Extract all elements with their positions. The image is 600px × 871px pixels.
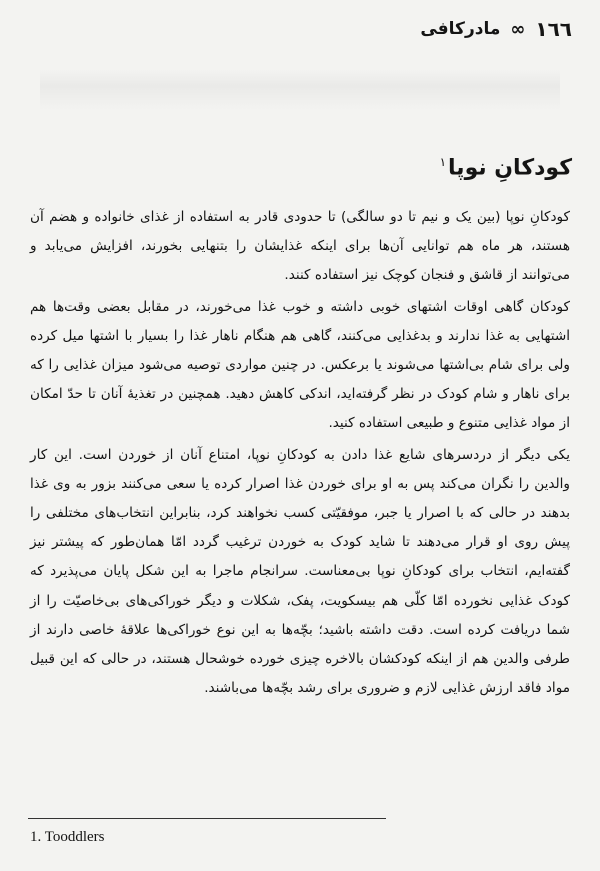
paragraph: کودکانِ نوپا (بین یک و نیم تا دو سالگی) تا حدودی قادر به استفاده از غذای خانواده و هضم آن هستند، هر ماه هم توانایی آن‌ها برای اینکه غذایشان را بتنهایی بخورند، افزایش می‌یابد و می‌توانند از قاشق و فنجان کوچک نیز استفاده کنند. (30, 209, 570, 284)
bleed-through-shadow (40, 70, 560, 110)
book-emblem-icon: ∞ (510, 18, 526, 40)
footnote-divider (28, 818, 386, 819)
page-header (20, 12, 572, 46)
paragraph: یکی دیگر از دردسرهای شایع غذا دادن به کودکانِ نوپا، امتناع آنان از خوردن است. این کار والدین را نگران می‌کند پس به او برای خوردن غذا اصرار کرده یا سعی می‌کنند بزور به وی غذا بدهند در حالی که با اصرار یا جبر، موفقیّتی کسب نخواهند کرد، بنابراین انتخاب‌های مختلفی را پیش روی او قرار می‌دهند تا شاید کودک به خوردن ترغیب گردد امّا همان‌طور که پیشتر نیز گفته‌ایم، انتخاب برای کودکانِ نوپا بی‌معناست. سرانجام ماجرا به این شکل پایان می‌پذیرد که کودک غذایی نخورده امّا کلّی هم بیسکویت، پفک، شکلات و دیگر خوراکی‌های بی‌خاصیّت را از شما دریافت کرده است. دقت داشته باشید؛ بچّه‌ها به این نوع خوراکی‌ها علاقهٔ خاصی دارند از طرفی والدین هم از اینکه کودکشان بالاخره چیزی خورده خوشحال هستند، در حالی که این قبیل مواد فاقد ارزش غذایی لازم و ضروری برای رشد بچّه‌ها می‌باشند. (30, 446, 570, 697)
section-heading (440, 155, 572, 180)
section-title-text: کودکانِ نوپا (448, 155, 572, 181)
page-number: ١٦٦ (535, 17, 572, 41)
footnote: 1. Tooddlers (30, 829, 105, 845)
book-title: مادرکافی (420, 19, 501, 39)
paragraph: کودکان گاهی اوقات اشتهای خوبی داشته و خوب غذا می‌خورند، در مقابل بعضی وقت‌ها هم اشتهایی به غذا ندارند و بدغذایی می‌کنند، گاهی هم هنگام ناهار غذا را بسیار با اشتها میل کرده ولی برای شام بی‌اشتها می‌شوند یا برعکس. در چنین مواردی توصیه می‌شود میزان غذایی را که برای ناهار و شام کودک در نظر گرفته‌اید، اندکی کاهش دهید. همچنین در تغذیهٔ آنان تا حدّ امکان از مواد غذایی متنوع و طبیعی استفاده کنید. (30, 298, 570, 432)
body-text (30, 203, 570, 703)
footnote-marker: ١ (439, 155, 447, 169)
